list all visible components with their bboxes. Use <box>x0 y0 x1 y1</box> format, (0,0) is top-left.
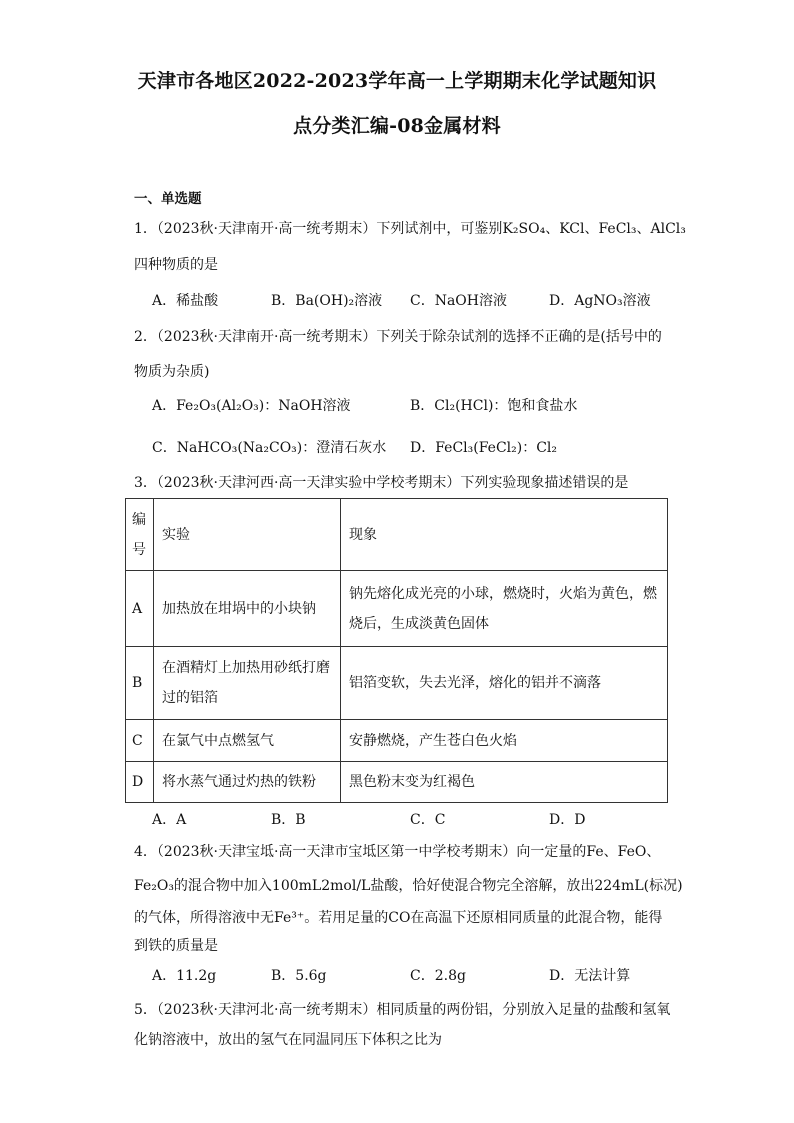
q3-option-d[interactable]: D．D <box>549 812 586 828</box>
section-heading: 一、单选题 <box>134 191 202 207</box>
q1-option-a[interactable]: A．稀盐酸 <box>152 293 219 309</box>
q1-option-d[interactable]: D．AgNO₃溶液 <box>549 293 651 309</box>
q1-line1 <box>134 218 686 238</box>
q3-option-b[interactable]: B．B <box>271 812 306 828</box>
table-header-row <box>126 499 668 571</box>
q4-option-b[interactable]: B．5.6g <box>271 968 327 984</box>
table-cell-phenomenon: 黑色粉末变为红褐色 <box>341 762 668 803</box>
table-cell-experiment: 将水蒸气通过灼热的铁粉 <box>154 762 341 803</box>
header-cell-experiment: 实验 <box>154 499 341 571</box>
table-row <box>126 762 668 803</box>
table-row <box>126 647 668 720</box>
table-cell-experiment: 在酒精灯上加热用砂纸打磨过的铝箔 <box>154 647 341 720</box>
table-cell-number: A <box>126 571 154 647</box>
table-cell-number: C <box>126 720 154 762</box>
q4-option-d[interactable]: D．无法计算 <box>549 968 631 984</box>
q4-line2: Fe₂O₃的混合物中加入100mL2mol/L盐酸，恰好使混合物完全溶解，放出224mL(标况) <box>134 878 683 894</box>
q4-line3: 的气体，所得溶液中无Fe³⁺。若用足量的CO在高温下还原相同质量的此混合物，能得 <box>134 910 663 926</box>
q2-option-a[interactable]: A．Fe₂O₃(Al₂O₃)：NaOH溶液 <box>152 398 351 414</box>
table-cell-number: D <box>126 762 154 803</box>
header-cell-number: 编号 <box>126 499 154 571</box>
q5-line2: 化钠溶液中，放出的氢气在同温同压下体积之比为 <box>134 1032 442 1048</box>
q5-line1: 5．（2023秋·天津河北·高一统考期末）相同质量的两份铝，分别放入足量的盐酸和氢氧 <box>134 1002 671 1018</box>
table-row <box>126 720 668 762</box>
q4-line4: 到铁的质量是 <box>134 938 218 954</box>
q1-line2: 四种物质的是 <box>134 257 218 273</box>
q2-line1: 2．（2023秋·天津南开·高一统考期末）下列关于除杂试剂的选择不正确的是(括号中的 <box>134 329 662 345</box>
experiment-table <box>125 498 668 803</box>
q2-line2: 物质为杂质) <box>134 364 210 380</box>
q3-line1: 3．（2023秋·天津河西·高一天津实验中学校考期末）下列实验现象描述错误的是 <box>134 475 629 491</box>
q1-stem: 1．（2023秋·天津南开·高一统考期末）下列试剂中，可鉴别 <box>134 221 503 237</box>
q4-option-c[interactable]: C．2.8g <box>410 968 466 984</box>
table-cell-phenomenon: 铝箔变软，失去光泽，熔化的铝并不滴落 <box>341 647 668 720</box>
q2-option-b[interactable]: B．Cl₂(HCl)：饱和食盐水 <box>410 398 578 414</box>
table-row <box>126 571 668 647</box>
table-cell-experiment: 加热放在坩埚中的小块钠 <box>154 571 341 647</box>
q3-option-a[interactable]: A．A <box>152 812 187 828</box>
document-title-line1: 天津市各地区2022-2023学年高一上学期期末化学试题知识 <box>137 70 657 92</box>
q4-option-a[interactable]: A．11.2g <box>152 968 217 984</box>
q4-line1: 4．（2023秋·天津宝坻·高一天津市宝坻区第一中学校考期末）向一定量的Fe、FeO、 <box>134 844 661 860</box>
header-cell-phenomenon: 现象 <box>341 499 668 571</box>
table-cell-phenomenon: 安静燃烧，产生苍白色火焰 <box>341 720 668 762</box>
q2-option-d[interactable]: D．FeCl₃(FeCl₂)：Cl₂ <box>410 440 558 456</box>
q1-option-b[interactable]: B．Ba(OH)₂溶液 <box>271 293 383 309</box>
document-title-line2: 点分类汇编-08金属材料 <box>293 115 501 137</box>
table-cell-experiment: 在氯气中点燃氢气 <box>154 720 341 762</box>
q3-option-c[interactable]: C．C <box>410 812 446 828</box>
q1-chemicals: K₂SO₄、KCl、FeCl₃、AlCl₃ <box>502 221 686 237</box>
table-cell-number: B <box>126 647 154 720</box>
table-cell-phenomenon: 钠先熔化成光亮的小球，燃烧时，火焰为黄色，燃烧后，生成淡黄色固体 <box>341 571 668 647</box>
q2-option-c[interactable]: C．NaHCO₃(Na₂CO₃)：澄清石灰水 <box>152 440 387 456</box>
q1-option-c[interactable]: C．NaOH溶液 <box>410 293 507 309</box>
